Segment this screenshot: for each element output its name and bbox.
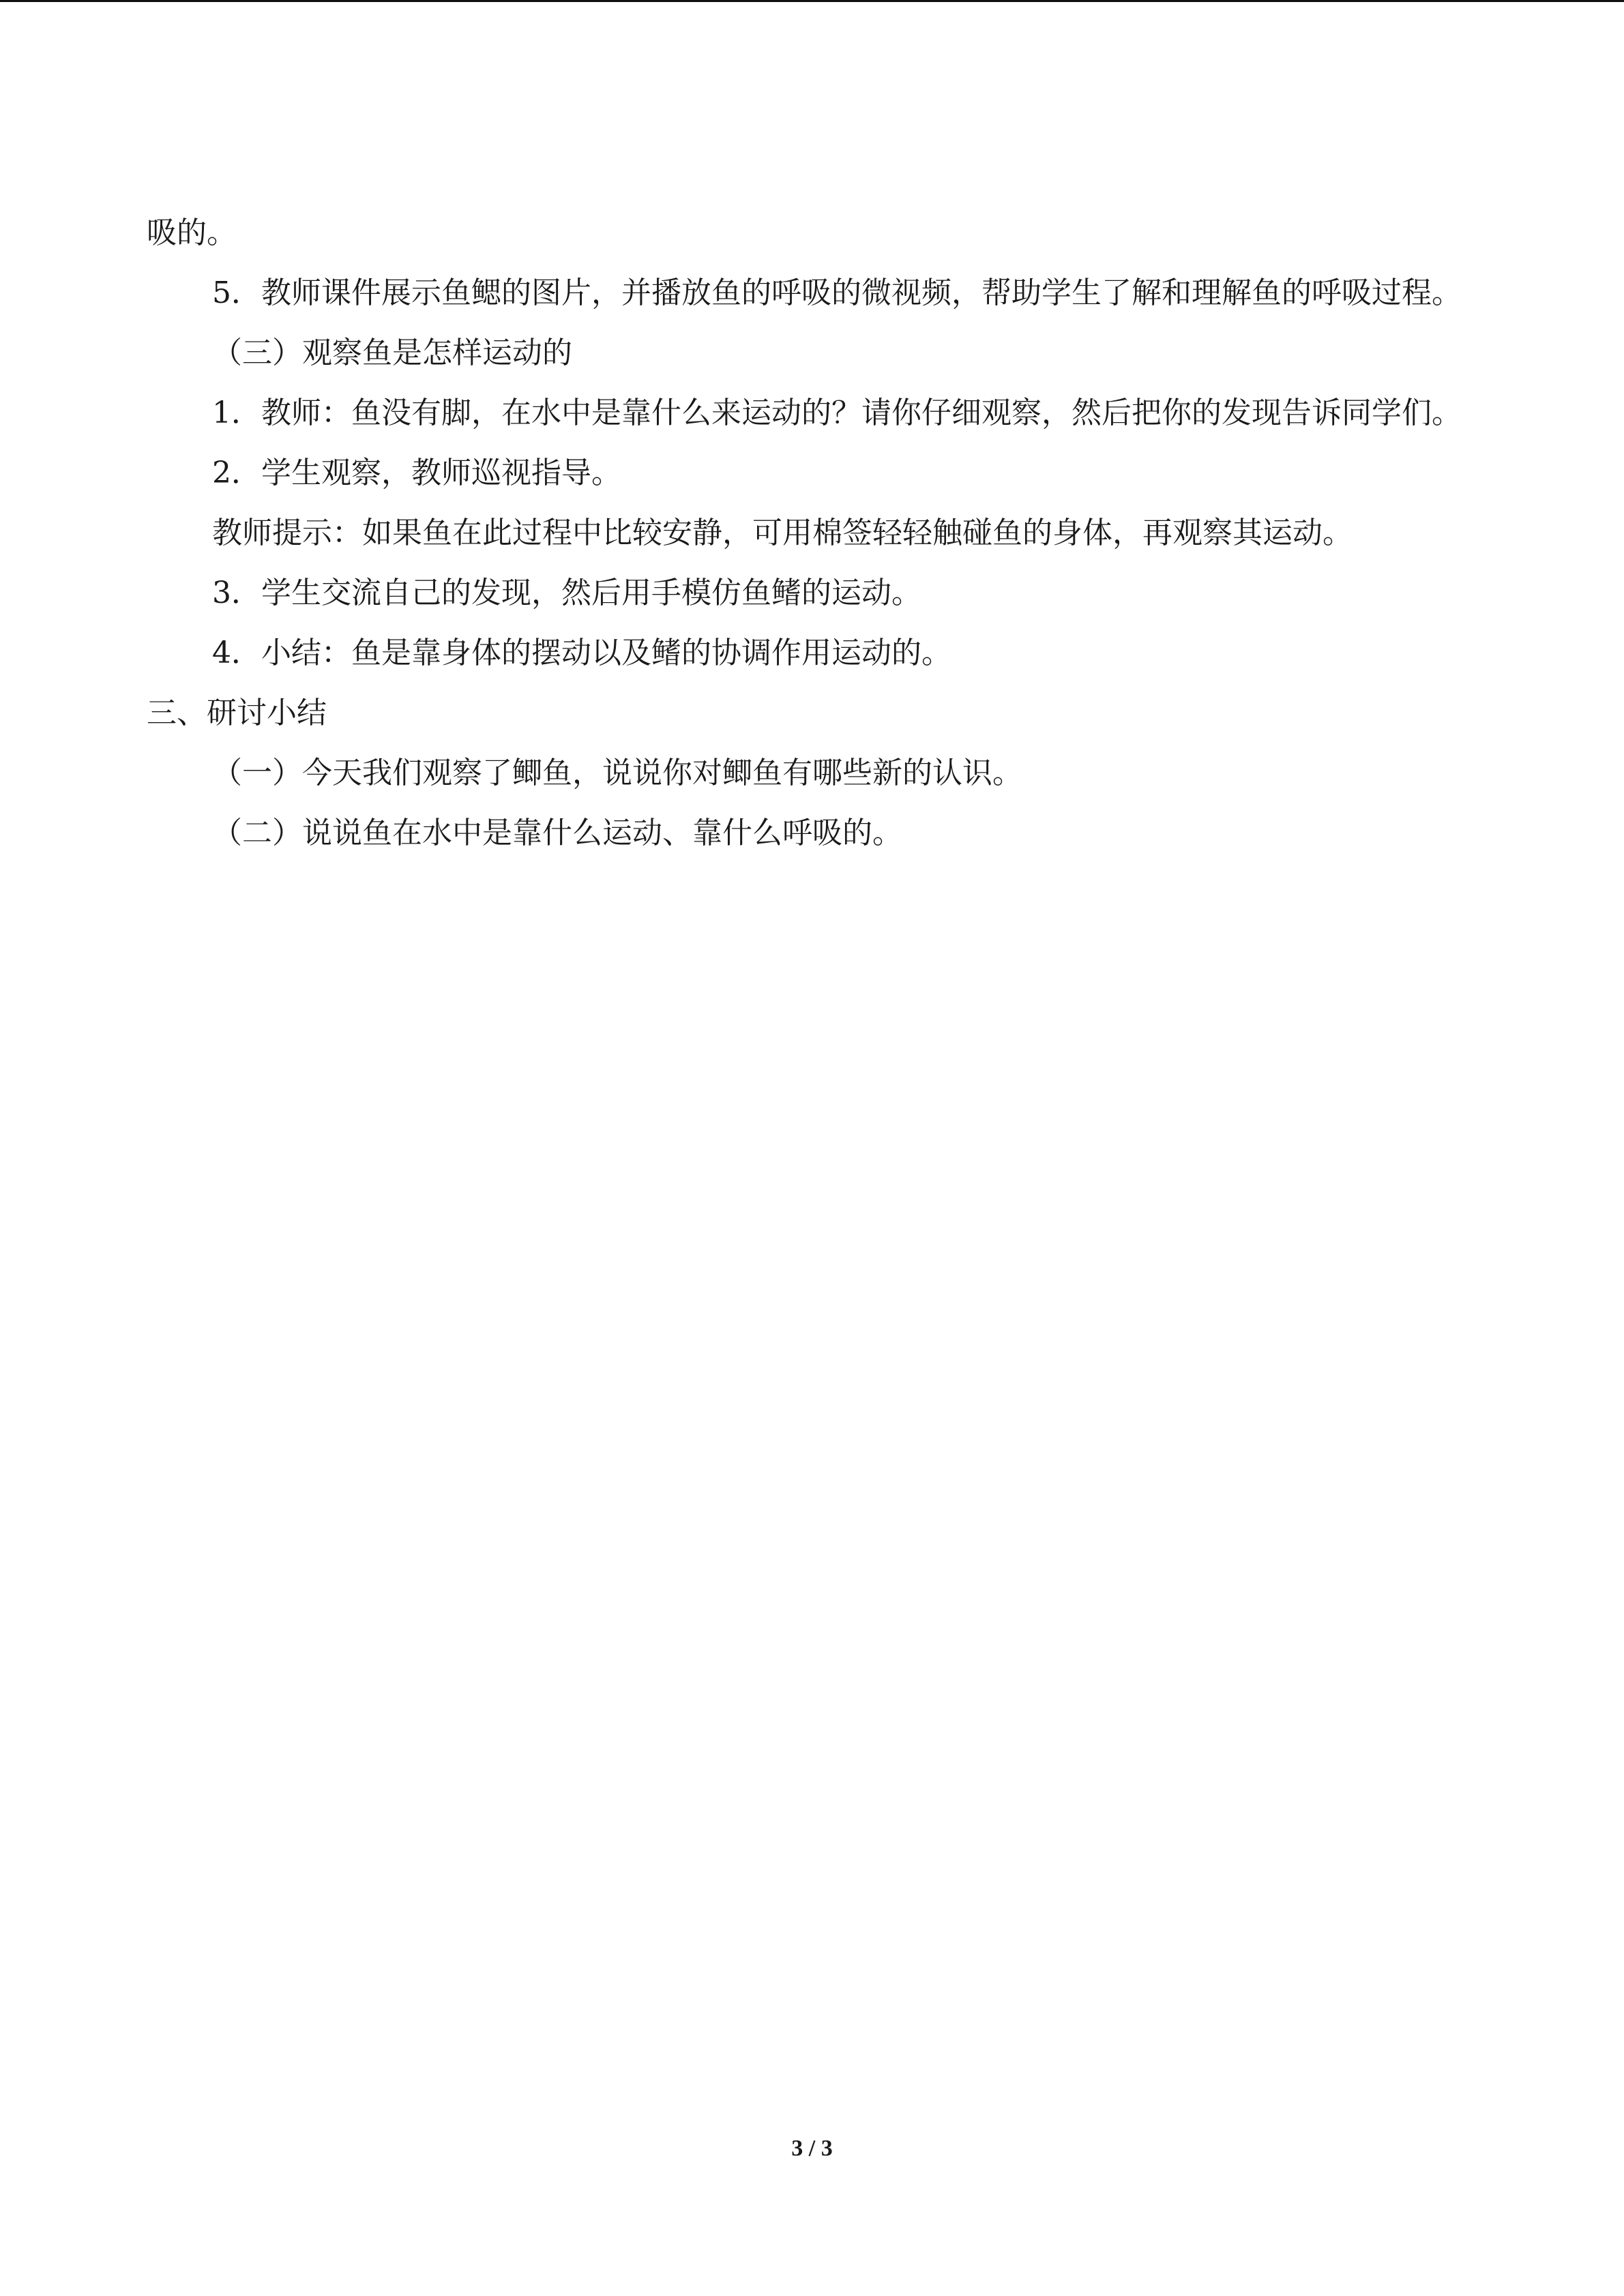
- paragraph-step-3: 3．学生交流自己的发现，然后用手模仿鱼鳍的运动。: [212, 576, 921, 610]
- page-top-border: [0, 0, 1624, 2]
- discussion-question-2: （二）说说鱼在水中是靠什么运动、靠什么呼吸的。: [212, 816, 902, 850]
- discussion-question-1: （一）今天我们观察了鲫鱼，说说你对鲫鱼有哪些新的认识。: [212, 756, 1022, 790]
- page-number: 3 / 3: [791, 2136, 833, 2161]
- paragraph-step-4: 4．小结：鱼是靠身体的摆动以及鳍的协调作用运动的。: [212, 636, 951, 670]
- paragraph-step-5: 5．教师课件展示鱼鳃的图片，并播放鱼的呼吸的微视频，帮助学生了解和理解鱼的呼吸过程。: [212, 275, 1462, 310]
- section-heading-discussion-summary: 三、研讨小结: [147, 696, 327, 730]
- paragraph-continuation: 吸的。: [147, 215, 237, 250]
- paragraph-step-1: 1．教师：鱼没有脚，在水中是靠什么来运动的？请你仔细观察，然后把你的发现告诉同学们。: [212, 396, 1462, 430]
- section-heading-observe-movement: （三）观察鱼是怎样运动的: [212, 336, 572, 370]
- paragraph-teacher-tip: 教师提示：如果鱼在此过程中比较安静，可用棉签轻轻触碰鱼的身体，再观察其运动。: [212, 516, 1353, 550]
- document-body: [147, 203, 1479, 863]
- paragraph-step-2: 2．学生观察，教师巡视指导。: [212, 456, 621, 490]
